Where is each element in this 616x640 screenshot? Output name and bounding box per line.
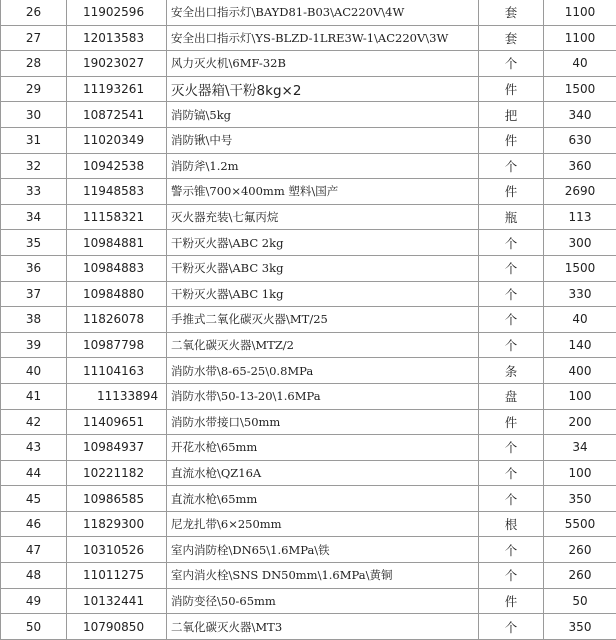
row-number-cell: 40 (1, 358, 67, 384)
item-code-cell: 10221182 (67, 460, 167, 486)
item-code-cell: 11104163 (67, 358, 167, 384)
row-number-cell: 50 (1, 614, 67, 640)
row-number-cell: 30 (1, 102, 67, 128)
table-row (1, 281, 616, 307)
table-row (1, 460, 616, 486)
unit-cell: 盘 (479, 383, 544, 409)
quantity-cell: 140 (544, 332, 616, 358)
unit-cell: 条 (479, 358, 544, 384)
quantity-cell: 330 (544, 281, 616, 307)
row-number-cell: 48 (1, 563, 67, 589)
item-code-cell: 11158321 (67, 204, 167, 230)
item-code-cell: 10984883 (67, 255, 167, 281)
item-name-cell: 直流水枪\65mm (167, 486, 479, 512)
row-number-cell: 38 (1, 307, 67, 333)
item-name-cell: 灭火器箱\干粉8kg×2 (167, 76, 479, 102)
table-row (1, 76, 616, 102)
row-number-cell: 41 (1, 383, 67, 409)
unit-cell: 瓶 (479, 204, 544, 230)
unit-cell: 套 (479, 0, 544, 25)
quantity-cell: 113 (544, 204, 616, 230)
quantity-cell: 260 (544, 563, 616, 589)
quantity-cell: 340 (544, 102, 616, 128)
item-code-cell: 11948583 (67, 179, 167, 205)
row-number-cell: 31 (1, 127, 67, 153)
table-row (1, 127, 616, 153)
table-row (1, 537, 616, 563)
item-name-cell: 二氧化碳灭火器\MTZ/2 (167, 332, 479, 358)
table-row (1, 153, 616, 179)
quantity-cell: 1100 (544, 0, 616, 25)
unit-cell: 个 (479, 460, 544, 486)
table-row (1, 358, 616, 384)
row-number-cell: 45 (1, 486, 67, 512)
item-name-cell: 室内消防栓\DN65\1.6MPa\铁 (167, 537, 479, 563)
table-row (1, 179, 616, 205)
item-name-cell: 直流水枪\QZ16A (167, 460, 479, 486)
row-number-cell: 33 (1, 179, 67, 205)
item-code-cell: 19023027 (67, 51, 167, 77)
row-number-cell: 27 (1, 25, 67, 51)
table-row (1, 332, 616, 358)
quantity-cell: 2690 (544, 179, 616, 205)
item-code-cell: 11133894 (67, 383, 167, 409)
unit-cell: 件 (479, 179, 544, 205)
item-name-cell: 开花水枪\65mm (167, 435, 479, 461)
unit-cell: 个 (479, 51, 544, 77)
table-row (1, 435, 616, 461)
table-row (1, 383, 616, 409)
quantity-cell: 350 (544, 486, 616, 512)
item-name-cell: 安全出口指示灯\BAYD81-B03\AC220V\4W (167, 0, 479, 25)
item-name-cell: 尼龙扎带\6×250mm (167, 511, 479, 537)
item-code-cell: 10310526 (67, 537, 167, 563)
item-name-cell: 安全出口指示灯\YS-BLZD-1LRE3W-1\AC220V\3W (167, 25, 479, 51)
unit-cell: 个 (479, 230, 544, 256)
item-name-cell: 风力灭火机\6MF-32B (167, 51, 479, 77)
quantity-cell: 40 (544, 307, 616, 333)
item-code-cell: 10984881 (67, 230, 167, 256)
row-number-cell: 32 (1, 153, 67, 179)
quantity-cell: 400 (544, 358, 616, 384)
quantity-cell: 100 (544, 383, 616, 409)
item-name-cell: 消防水带\8-65-25\0.8MPa (167, 358, 479, 384)
row-number-cell: 39 (1, 332, 67, 358)
item-code-cell: 10984937 (67, 435, 167, 461)
unit-cell: 个 (479, 563, 544, 589)
unit-cell: 件 (479, 127, 544, 153)
table-row (1, 102, 616, 128)
item-code-cell: 11193261 (67, 76, 167, 102)
unit-cell: 个 (479, 537, 544, 563)
table-row (1, 25, 616, 51)
item-name-cell: 干粉灭火器\ABC 2kg (167, 230, 479, 256)
table-row (1, 0, 616, 25)
quantity-cell: 300 (544, 230, 616, 256)
materials-table-body (1, 0, 616, 639)
unit-cell: 根 (479, 511, 544, 537)
quantity-cell: 350 (544, 614, 616, 640)
item-code-cell: 11409651 (67, 409, 167, 435)
item-name-cell: 干粉灭火器\ABC 1kg (167, 281, 479, 307)
item-code-cell: 10790850 (67, 614, 167, 640)
item-name-cell: 室内消火栓\SNS DN50mm\1.6MPa\黄铜 (167, 563, 479, 589)
item-code-cell: 10986585 (67, 486, 167, 512)
quantity-cell: 5500 (544, 511, 616, 537)
table-row (1, 511, 616, 537)
row-number-cell: 37 (1, 281, 67, 307)
item-name-cell: 手推式二氧化碳灭火器\MT/25 (167, 307, 479, 333)
table-row (1, 255, 616, 281)
item-code-cell: 10872541 (67, 102, 167, 128)
row-number-cell: 28 (1, 51, 67, 77)
unit-cell: 个 (479, 153, 544, 179)
quantity-cell: 1500 (544, 255, 616, 281)
table-row (1, 204, 616, 230)
unit-cell: 个 (479, 332, 544, 358)
quantity-cell: 100 (544, 460, 616, 486)
table-row (1, 563, 616, 589)
unit-cell: 套 (479, 25, 544, 51)
row-number-cell: 36 (1, 255, 67, 281)
table-row (1, 614, 616, 640)
item-name-cell: 灭火器充装\七氟丙烷 (167, 204, 479, 230)
quantity-cell: 630 (544, 127, 616, 153)
item-code-cell: 12013583 (67, 25, 167, 51)
unit-cell: 个 (479, 486, 544, 512)
item-code-cell: 10132441 (67, 588, 167, 614)
table-row (1, 588, 616, 614)
table-row (1, 307, 616, 333)
unit-cell: 个 (479, 281, 544, 307)
row-number-cell: 44 (1, 460, 67, 486)
item-name-cell: 消防镐\5kg (167, 102, 479, 128)
quantity-cell: 200 (544, 409, 616, 435)
quantity-cell: 260 (544, 537, 616, 563)
quantity-cell: 40 (544, 51, 616, 77)
unit-cell: 个 (479, 255, 544, 281)
item-code-cell: 11020349 (67, 127, 167, 153)
row-number-cell: 47 (1, 537, 67, 563)
item-name-cell: 消防水带接口\50mm (167, 409, 479, 435)
item-name-cell: 警示锥\700×400mm 塑料\国产 (167, 179, 479, 205)
item-name-cell: 消防变径\50-65mm (167, 588, 479, 614)
quantity-cell: 1500 (544, 76, 616, 102)
item-code-cell: 11826078 (67, 307, 167, 333)
table-row (1, 486, 616, 512)
quantity-cell: 34 (544, 435, 616, 461)
quantity-cell: 360 (544, 153, 616, 179)
item-name-cell: 二氧化碳灭火器\MT3 (167, 614, 479, 640)
item-code-cell: 11011275 (67, 563, 167, 589)
item-code-cell: 11829300 (67, 511, 167, 537)
unit-cell: 件 (479, 409, 544, 435)
row-number-cell: 42 (1, 409, 67, 435)
table-row (1, 409, 616, 435)
row-number-cell: 26 (1, 0, 67, 25)
row-number-cell: 49 (1, 588, 67, 614)
unit-cell: 个 (479, 307, 544, 333)
item-code-cell: 10942538 (67, 153, 167, 179)
unit-cell: 个 (479, 435, 544, 461)
item-code-cell: 11902596 (67, 0, 167, 25)
unit-cell: 把 (479, 102, 544, 128)
row-number-cell: 34 (1, 204, 67, 230)
unit-cell: 件 (479, 76, 544, 102)
row-number-cell: 29 (1, 76, 67, 102)
quantity-cell: 50 (544, 588, 616, 614)
item-name-cell: 消防水带\50-13-20\1.6MPa (167, 383, 479, 409)
item-code-cell: 10987798 (67, 332, 167, 358)
table-row (1, 51, 616, 77)
unit-cell: 件 (479, 588, 544, 614)
row-number-cell: 43 (1, 435, 67, 461)
row-number-cell: 46 (1, 511, 67, 537)
item-name-cell: 干粉灭火器\ABC 3kg (167, 255, 479, 281)
row-number-cell: 35 (1, 230, 67, 256)
item-name-cell: 消防斧\1.2m (167, 153, 479, 179)
item-name-cell: 消防锹\中号 (167, 127, 479, 153)
item-code-cell: 10984880 (67, 281, 167, 307)
quantity-cell: 1100 (544, 25, 616, 51)
unit-cell: 个 (479, 614, 544, 640)
table-row (1, 230, 616, 256)
